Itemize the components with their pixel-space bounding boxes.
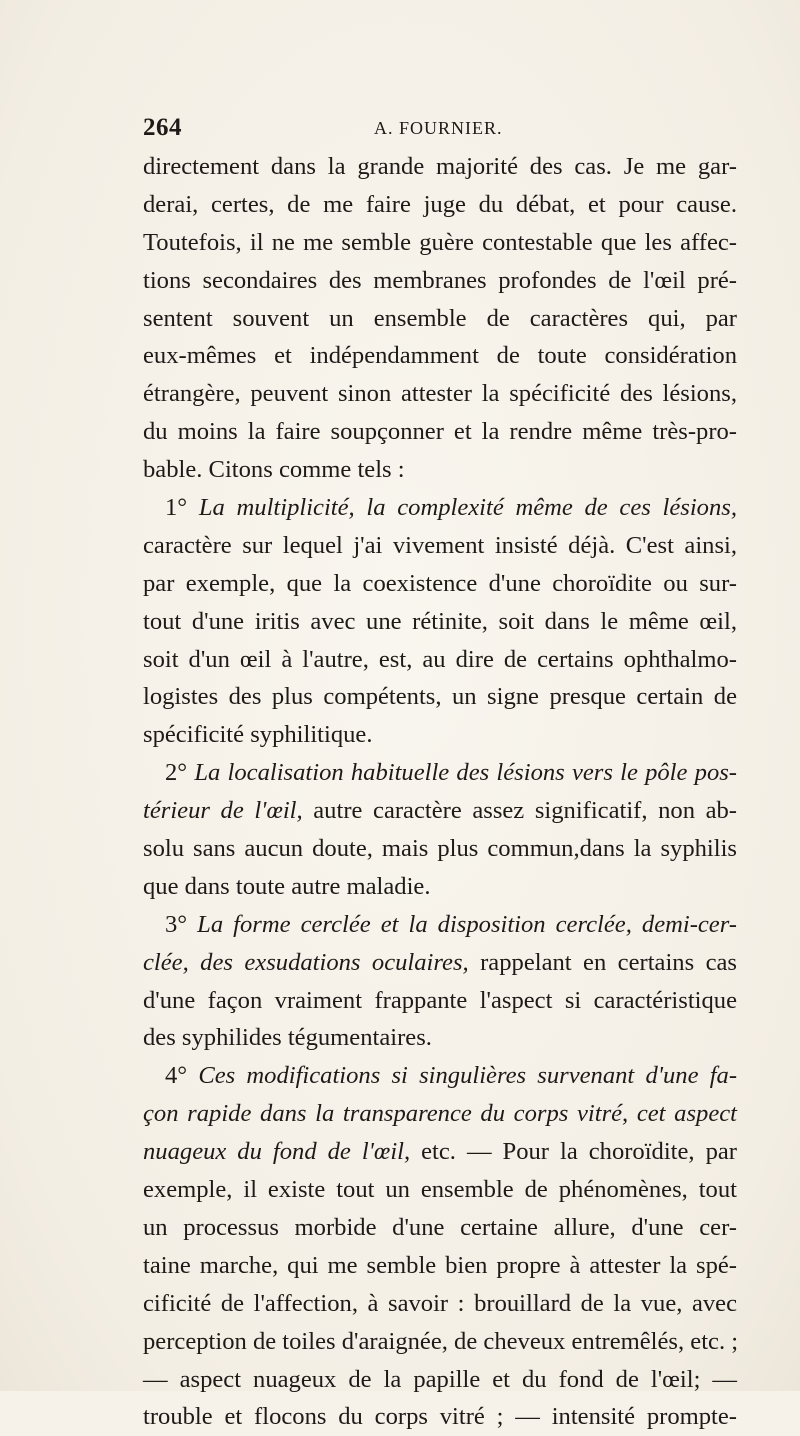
page-number: 264 — [143, 114, 182, 141]
text-line — [143, 1209, 737, 1247]
text-segment: etc. — Pour la choroïdite, par — [410, 1138, 737, 1166]
text-segment: caractère sur lequel j'ai vivement insisté déjà. C'est ainsi, — [143, 531, 737, 559]
text-segment: logistes des plus compétents, un signe presque certain de — [143, 683, 737, 711]
text-line — [143, 868, 737, 906]
text-segment: taine marche, qui me semble bien propre à attester la spé- — [143, 1251, 737, 1279]
text-line — [143, 830, 737, 868]
text-segment: 3° — [165, 910, 198, 938]
text-line — [143, 1057, 737, 1095]
text-line — [143, 337, 737, 375]
text-segment: 2° — [165, 759, 195, 787]
text-line — [143, 224, 737, 262]
text-segment: autre caractère assez significatif, non ab- — [302, 797, 738, 825]
text-line — [143, 944, 737, 982]
text-segment: cificité de l'affection, à savoir : brouillard de la vue, avec — [143, 1289, 737, 1317]
text-line — [143, 375, 737, 413]
text-line — [143, 451, 737, 489]
text-line — [143, 1171, 737, 1209]
text-line — [143, 527, 737, 565]
text-segment: un processus morbide d'une certaine allure, d'une cer- — [143, 1213, 737, 1241]
text-line — [143, 792, 737, 830]
text-segment: soit d'un œil à l'autre, est, au dire de certains ophthalmo- — [143, 645, 737, 673]
text-line — [143, 148, 737, 186]
italic-text: térieur de l'œil, — [143, 797, 303, 825]
text-line — [143, 678, 737, 716]
text-line — [143, 1133, 737, 1171]
page-header — [143, 110, 735, 150]
text-line — [143, 1361, 737, 1399]
text-segment: Toutefois, il ne me semble guère contestable que les affec- — [143, 228, 737, 256]
italic-text: Ces modifications si singulières survenant d'une fa- — [198, 1062, 738, 1090]
running-head: A. FOURNIER. — [374, 118, 503, 138]
italic-text: La forme cerclée et la disposition cerclée, demi-cer- — [197, 910, 737, 938]
text-line — [143, 565, 737, 603]
text-segment: par exemple, que la coexistence d'une choroïdite ou sur- — [143, 569, 737, 597]
text-segment: que dans toute autre maladie. — [143, 872, 431, 900]
text-line — [143, 1019, 737, 1057]
text-line — [143, 413, 737, 451]
text-segment: — aspect nuageux de la papille et du fond de l'œil; — — [143, 1365, 737, 1393]
text-line — [143, 262, 737, 300]
text-line — [143, 489, 737, 527]
text-segment: tions secondaires des membranes profondes de l'œil pré- — [143, 266, 737, 294]
text-segment: 4° — [165, 1062, 199, 1090]
text-segment: étrangère, peuvent sinon attester la spécificité des lésions, — [143, 380, 737, 408]
text-line — [143, 1095, 737, 1133]
text-line — [143, 754, 737, 792]
text-line — [143, 716, 737, 754]
text-segment: solu sans aucun doute, mais plus commun,dans la syphilis — [143, 835, 737, 863]
text-segment: des syphilides tégumentaires. — [143, 1024, 432, 1052]
text-segment: exemple, il existe tout un ensemble de phénomènes, tout — [143, 1176, 737, 1204]
text-segment: perception de toiles d'araignée, de cheveux entremêlés, etc. ; — [143, 1327, 739, 1355]
text-segment: d'une façon vraiment frappante l'aspect si caractéristique — [143, 986, 737, 1014]
italic-text: çon rapide dans la transparence du corps vitré, cet aspect — [143, 1100, 737, 1128]
text-segment: tout d'une iritis avec une rétinite, soit dans le même œil, — [143, 607, 737, 635]
text-line — [143, 1398, 737, 1436]
body-text — [143, 148, 737, 1436]
text-segment: trouble et flocons du corps vitré ; — intensité prompte- — [143, 1403, 737, 1431]
italic-text: clée, des exsudations oculaires, — [143, 948, 469, 976]
text-segment: eux-mêmes et indépendamment de toute considération — [143, 342, 737, 370]
text-line — [143, 1285, 737, 1323]
text-line — [143, 300, 737, 338]
text-segment: derai, certes, de me faire juge du débat, et pour cause. — [143, 190, 737, 218]
text-line — [143, 186, 737, 224]
italic-text: La localisation habituelle des lésions vers le pôle pos- — [194, 759, 737, 787]
text-segment: rappelant en certains cas — [468, 948, 737, 976]
text-segment: directement dans la grande majorité des cas. Je me gar- — [143, 153, 737, 180]
text-line — [143, 1247, 737, 1285]
text-line — [143, 641, 737, 679]
text-segment: 1° — [165, 494, 199, 522]
text-segment: spécificité syphilitique. — [143, 721, 373, 749]
text-segment: sentent souvent un ensemble de caractères qui, par — [143, 304, 737, 332]
italic-text: La multiplicité, la complexité même de ces lésions, — [198, 494, 738, 522]
italic-text: nuageux du fond de l'œil, — [143, 1138, 411, 1166]
text-line — [143, 603, 737, 641]
text-line — [143, 906, 737, 944]
text-segment: bable. Citons comme tels : — [143, 456, 405, 484]
text-segment: du moins la faire soupçonner et la rendre même très-pro- — [143, 418, 737, 446]
text-line — [143, 982, 737, 1020]
text-line — [143, 1323, 737, 1361]
